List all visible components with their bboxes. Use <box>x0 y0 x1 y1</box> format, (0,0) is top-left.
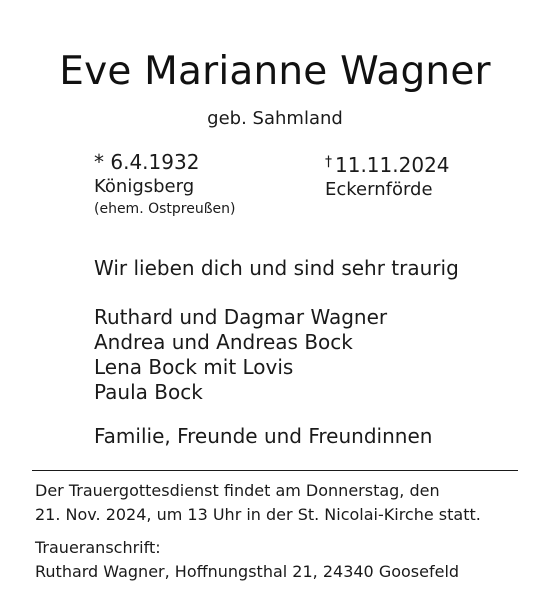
birth-date: 6.4.1932 <box>110 150 200 174</box>
death-place: Eckernförde <box>325 179 433 200</box>
address-label: Traueranschrift: <box>35 538 161 557</box>
mourning-address <box>35 536 535 584</box>
birth-place: Königsberg <box>94 176 195 197</box>
divider <box>32 470 518 471</box>
extended-family: Familie, Freunde und Freundinnen <box>94 424 433 448</box>
service-line: Der Trauergottesdienst findet am Donnerstag, den <box>35 481 440 500</box>
deceased-name: Eve Marianne Wagner <box>59 49 491 94</box>
mourner-item: Lena Bock mit Lovis <box>94 355 294 379</box>
birth-info <box>94 149 236 219</box>
tagline: Wir lieben dich und sind sehr traurig <box>94 256 459 280</box>
birth-name: geb. Sahmland <box>207 108 343 129</box>
death-date-line <box>325 149 450 178</box>
service-line: 21. Nov. 2024, um 13 Uhr in der St. Nicolai-Kirche statt. <box>35 505 481 524</box>
birth-date-line <box>94 149 236 175</box>
mourner-item: Andrea und Andreas Bock <box>94 330 353 354</box>
mourner-item: Ruthard und Dagmar Wagner <box>94 305 388 329</box>
address-value: Ruthard Wagner, Hoffnungsthal 21, 24340 Goosefeld <box>35 562 460 581</box>
mourners-list <box>94 305 387 405</box>
death-symbol: † <box>325 154 332 170</box>
death-date: 11.11.2024 <box>335 153 450 177</box>
birth-symbol: * <box>94 150 104 174</box>
birth-region: (ehem. Ostpreußen) <box>94 201 236 217</box>
death-info <box>325 149 450 202</box>
service-info <box>35 479 535 527</box>
mourner-item: Paula Bock <box>94 380 203 404</box>
